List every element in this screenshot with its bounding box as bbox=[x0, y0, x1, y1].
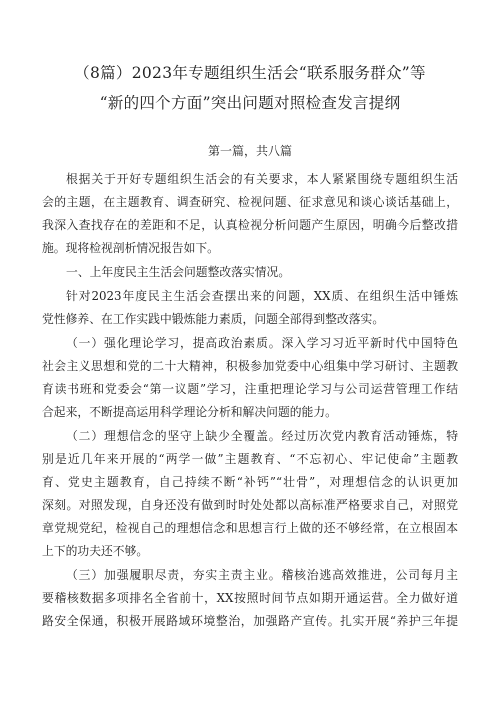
paragraph-line: 要稽核数据多项排名全省前十，XX按照时间节点如期开通运营。全力做好道 bbox=[42, 591, 458, 605]
paragraph-line: 党性修养、在工作实践中锻炼能力素质，问题全部得到整改落实。 bbox=[42, 312, 385, 326]
section-heading: 第一篇，共八篇 bbox=[207, 144, 292, 158]
paragraph-line: 路安全保通，积极开展路域环境整治，加强路产宣传。扎实开展“养护三年提 bbox=[42, 614, 458, 628]
paragraph-line: 我深入查找存在的差距和不足，认真检视分析问题产生原因，明确今后整改措 bbox=[42, 218, 458, 232]
paragraph-line: 深刻。对照发现，自身还没有做到时时处处都以高标准严格要求自己，对照党 bbox=[42, 498, 458, 512]
document-title-line-2: “新的四个方面”突出问题对照检查发言提纲 bbox=[99, 94, 401, 112]
subheading-line: 一、上年度民主生活会问题整改落实情况。 bbox=[66, 265, 291, 279]
paragraph-line: 上下的功夫还不够。 bbox=[42, 544, 149, 558]
document-title-line-1: （8篇）2023年专题组织生活会“联系服务群众”等 bbox=[74, 64, 426, 82]
paragraph-line: 育读书班和党委会“第一议题”学习，注重把理论学习与公司运营管理工作结 bbox=[42, 382, 458, 396]
paragraph-line: 育、党史主题教育，自己持续不断“补钙”“壮骨”，对理想信念的认识更加 bbox=[42, 475, 458, 489]
paragraph-line: 会的主题，在主题教育、调查研究、检视问题、征求意见和谈心谈话基础上， bbox=[42, 195, 458, 209]
paragraph-line: （二）理想信念的坚守上缺少全覆盖。经过历次党内教育活动锤炼，特 bbox=[66, 429, 458, 443]
paragraph-line: （三）加强履职尽责，夯实主责主业。稽核治逃高效推进，公司每月主 bbox=[66, 568, 458, 582]
paragraph-line: 根据关于开好专题组织生活会的有关要求，本人紧紧围绕专题组织生活 bbox=[66, 172, 458, 186]
paragraph-line: 施。现将检视剖析情况报告如下。 bbox=[42, 241, 219, 255]
paragraph-line: 针对2023年度民主生活会查摆出来的问题，XX质、在组织生活中锤炼 bbox=[66, 289, 458, 303]
paragraph-line: 社会主义思想和党的二十大精神，积极参加党委中心组集中学习研讨、主题教 bbox=[42, 359, 458, 373]
paragraph-line: 章党规党纪，检视自己的理想信念和思想言行上做的还不够经常，在立根固本 bbox=[42, 521, 458, 535]
paragraph-line: 合起来，不断提高运用科学理论分析和解决问题的能力。 bbox=[42, 405, 337, 419]
paragraph-line: （一）强化理论学习，提高政治素质。深入学习习近平新时代中国特色 bbox=[66, 336, 458, 350]
paragraph-line: 别是近几年来开展的“两学一做”主题教育、“不忘初心、牢记使命”主题教 bbox=[42, 452, 458, 466]
